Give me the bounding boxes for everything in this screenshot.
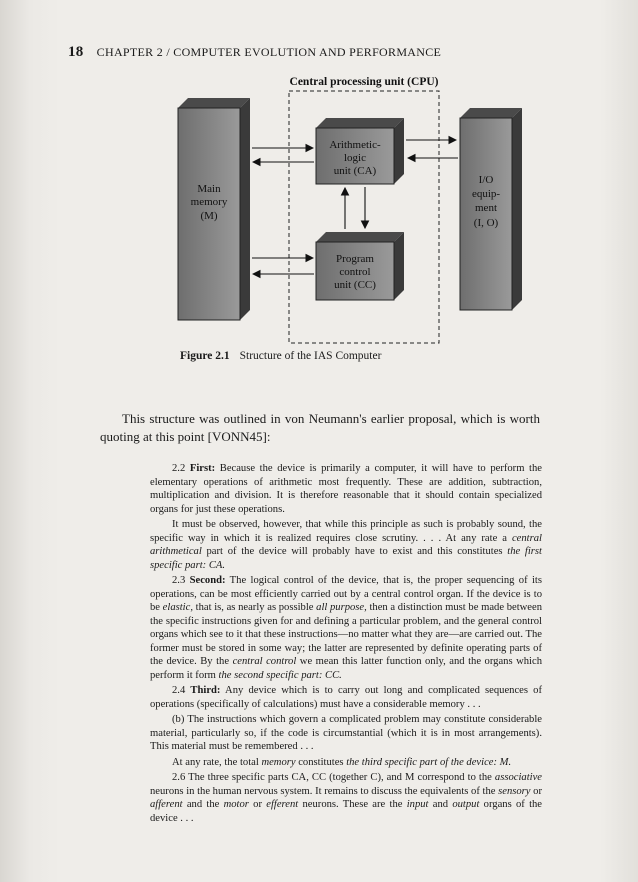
page-number: 18 — [68, 44, 84, 60]
intro-paragraph — [100, 410, 540, 446]
quote-paragraph-third-b: (b) The instructions which govern a complicated problem may constitute considerable material, particularly so, if the code is circumstantial (which it is in most arrangements). This material must be remembered . . . — [150, 714, 542, 752]
pcu-line-1: Program — [336, 253, 374, 265]
quote-paragraph-first: 2.2 First: Because the device is primarily a computer, it will have to perform the elementary operations of arithmetic most frequently. These are addition, subtraction, multiplication and division. It is therefore reasonable that it should contain specialized organs for just these operations. — [150, 463, 542, 515]
quote-paragraph-first-cont: It must be observed, however, that while this principle as such is probably sound, the specific way in which it is realized requires close scrutiny. . . . At any rate a central arithmetical part of the device will probably have to exist and this constitutes the first specific part: CA. — [150, 519, 542, 571]
ias-structure-diagram — [0, 0, 638, 350]
io-line-4: (I, O) — [473, 217, 499, 229]
quote-paragraph-third: 2.4 Third: Any device which is to carry out long and complicated sequences of operations (specifically of calculations) must have a considerable memory . . . — [150, 685, 542, 710]
figure-label: Figure 2.1 — [180, 350, 230, 362]
io-equipment-box — [460, 108, 522, 310]
io-line-2: equip- — [471, 188, 501, 200]
figure-caption-text: Structure of the IAS Computer — [239, 350, 382, 362]
quote-paragraph-sixth: 2.6 The three specific parts CA, CC (together C), and M correspond to the associative neurons in the human nervous system. It remains to discuss the equivalents of the sensory or afferent and the motor or efferent neurons. These are the input and output organs of the device . . . — [150, 772, 543, 824]
program-control-unit-box — [316, 232, 404, 300]
pcu-line-2: control — [339, 266, 371, 278]
main-memory-line-2: memory — [190, 196, 228, 208]
intro-text: This structure was outlined in von Neumann's earlier proposal, which is worth quoting at this point [VONN45]: — [100, 411, 540, 444]
chapter-title: CHAPTER 2 / COMPUTER EVOLUTION AND PERFORMANCE — [96, 45, 442, 59]
figure-caption — [180, 350, 480, 362]
alu-line-1: Arithmetic- — [329, 139, 381, 151]
von-neumann-quote — [150, 462, 542, 827]
io-line-1: I/O — [478, 174, 494, 186]
io-line-3: ment — [475, 202, 497, 214]
main-memory-line-1: Main — [197, 183, 221, 195]
cpu-label: Central processing unit (CPU) — [289, 76, 439, 88]
pcu-line-3: unit (CC) — [334, 279, 376, 291]
alu-line-3: unit (CA) — [333, 165, 377, 177]
main-memory-line-3: (M) — [200, 210, 218, 222]
main-memory-box — [178, 98, 250, 320]
alu-line-2: logic — [344, 152, 366, 164]
quote-paragraph-third-c: At any rate, the total memory constitutes the third specific part of the device: M. — [172, 756, 512, 768]
quote-paragraph-second: 2.3 Second: The logical control of the device, that is, the proper sequencing of its operations, can be most efficiently carried out by a central control organ. If the device is to be elastic, that is, as nearly as possible all purpose, then a distinction must be made between the specific instructions given for and defining a particular problem, and the general control organs which see to it that these instructions—no matter what they are—are carried out. The former must be stored in some way; the latter are represented by definite operating parts of the device. By the central control we mean this latter function only, and the organs which perform it form the second specific part: CC. — [150, 575, 542, 681]
arithmetic-logic-unit-box — [316, 118, 404, 184]
